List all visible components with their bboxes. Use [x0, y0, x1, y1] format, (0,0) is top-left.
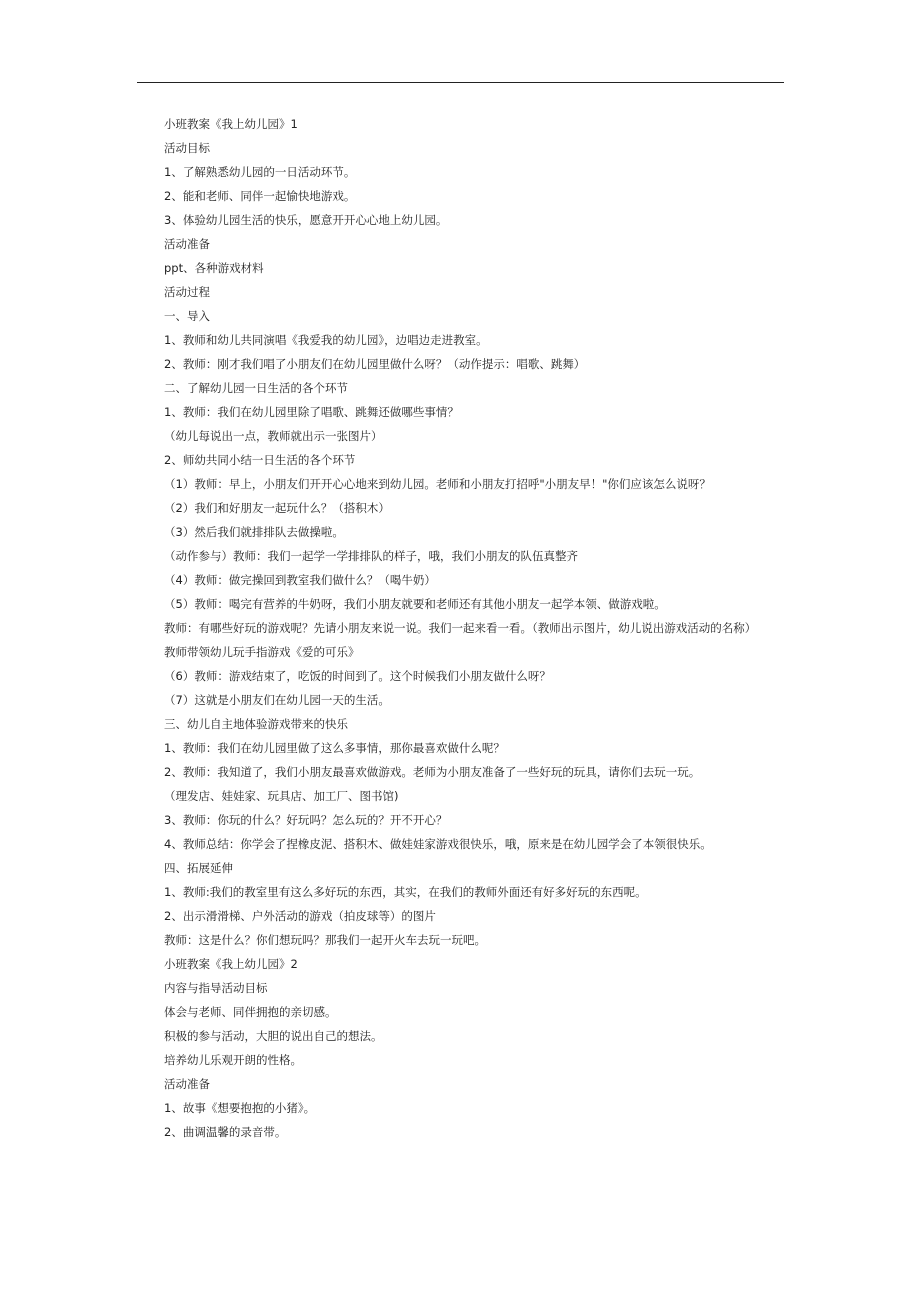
section-heading: 活动过程: [164, 285, 210, 299]
text-line: （动作参与）教师：我们一起学一学排排队的样子，哦，我们小朋友的队伍真整齐: [164, 549, 578, 563]
section-heading: 活动准备: [164, 1077, 210, 1091]
text-line: 1、了解熟悉幼儿园的一日活动环节。: [164, 165, 356, 179]
text-line: （5）教师：喝完有营养的牛奶呀，我们小朋友就要和老师还有其他小朋友一起学本领、做游戏啦。: [164, 597, 666, 611]
doc-title-1: 小班教案《我上幼儿园》1: [164, 117, 298, 131]
section-heading: 活动准备: [164, 237, 210, 251]
subsection-heading: 一、导入: [164, 309, 210, 323]
text-line: 2、教师：我知道了，我们小朋友最喜欢做游戏。老师为小朋友准备了一些好玩的玩具，请你们去玩一玩。: [164, 765, 701, 779]
subsection-heading: 二、了解幼儿园一日生活的各个环节: [164, 381, 348, 395]
text-line: 3、体验幼儿园生活的快乐，愿意开开心心地上幼儿园。: [164, 213, 448, 227]
text-line: 2、能和老师、同伴一起愉快地游戏。: [164, 189, 356, 203]
text-line: 1、故事《想要抱抱的小猪》。: [164, 1101, 316, 1115]
text-line: 2、出示滑滑梯、户外活动的游戏（拍皮球等）的图片: [164, 909, 436, 923]
text-line: （3）然后我们就排排队去做操啦。: [164, 525, 344, 539]
text-line: （2）我们和好朋友一起玩什么？（搭积木）: [164, 501, 390, 515]
text-line: 4、教师总结：你学会了捏橡皮泥、搭积木、做娃娃家游戏很快乐，哦，原来是在幼儿园学会了本领很快乐。: [164, 837, 712, 851]
text-line: （6）教师：游戏结束了，吃饭的时间到了。这个时候我们小朋友做什么呀？: [164, 669, 551, 683]
text-line: 1、教师：我们在幼儿园里做了这么多事情，那你最喜欢做什么呢？: [164, 741, 505, 755]
doc-title-2: 小班教案《我上幼儿园》2: [164, 957, 298, 971]
text-line: 2、曲调温馨的录音带。: [164, 1125, 287, 1139]
text-line: 1、教师和幼儿共同演唱《我爱我的幼儿园》，边唱边走进教室。: [164, 333, 488, 347]
text-line: （幼儿每说出一点，教师就出示一张图片）: [164, 429, 383, 443]
text-paragraph: 教师：有哪些好玩的游戏呢？先请小朋友来说一说。我们一起来看一看。（教师出示图片，幼儿说出游戏活动的名称）: [164, 621, 757, 635]
text-line: 培养幼儿乐观开朗的性格。: [164, 1053, 302, 1067]
text-line: （理发店、娃娃家、玩具店、加工厂、图书馆): [164, 789, 399, 803]
text-line: （4）教师：做完操回到教室我们做什么？（喝牛奶）: [164, 573, 436, 587]
subsection-heading: 四、拓展延伸: [164, 861, 233, 875]
text-line: 2、师幼共同小结一日生活的各个环节: [164, 453, 356, 467]
text-line: 教师带领幼儿玩手指游戏《爱的可乐》: [164, 645, 360, 659]
subsection-heading: 三、幼儿自主地体验游戏带来的快乐: [164, 717, 348, 731]
section-heading: 活动目标: [164, 141, 210, 155]
section-heading: 内容与指导活动目标: [164, 981, 268, 995]
text-line: ppt、各种游戏材料: [164, 261, 264, 275]
text-line: 1、教师：我们在幼儿园里除了唱歌、跳舞还做哪些事情？: [164, 405, 459, 419]
text-line: 2、教师：刚才我们唱了小朋友们在幼儿园里做什么呀？（动作提示：唱歌、跳舞）: [164, 357, 586, 371]
text-line: 3、教师：你玩的什么？好玩吗？怎么玩的？开不开心？: [164, 813, 448, 827]
header-rule: [137, 82, 784, 83]
text-line: 教师：这是什么？你们想玩吗？那我们一起开火车去玩一玩吧。: [164, 933, 486, 947]
text-line: 积极的参与活动，大胆的说出自己的想法。: [164, 1029, 383, 1043]
text-line: 1、教师:我们的教室里有这么多好玩的东西，其实，在我们的教师外面还有好多好玩的东西呢。: [164, 885, 647, 899]
text-line: 体会与老师、同伴拥抱的亲切感。: [164, 1005, 337, 1019]
text-line: （7）这就是小朋友们在幼儿园一天的生活。: [164, 693, 390, 707]
document-body: [140, 112, 785, 1144]
text-line: （1）教师：早上，小朋友们开开心心地来到幼儿园。老师和小朋友打招呼"小朋友早！"你们应该怎么说呀？: [164, 477, 711, 491]
